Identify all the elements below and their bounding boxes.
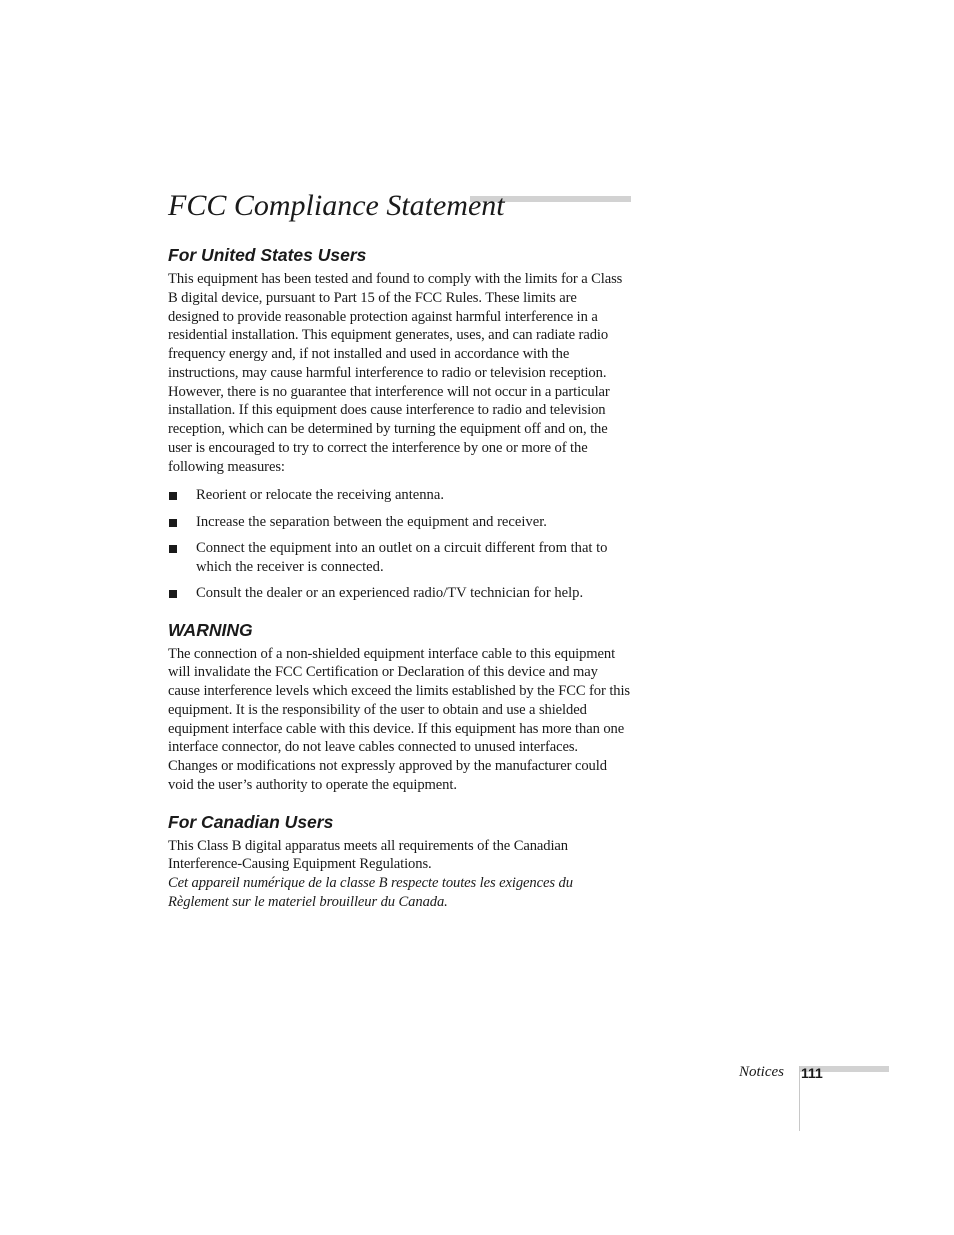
list-item [168, 486, 631, 505]
footer-divider [799, 1066, 800, 1131]
us-body-paragraph: This equipment has been tested and found to comply with the limits for a Class B digital device, pursuant to Part 15 of the FCC Rules. These limits are designed to provide reasonable protection against harmful interference in a residential installation. This equipment generates, uses, and can radiate radio frequency energy and, if not installed and used in accordance with the instructions, may cause harmful interference to radio or television reception. However, there is no guarantee that interference will not occur in a particular installation. If this equipment does cause interference to radio and television reception, which can be determined by turning the equipment off and on, the user is encouraged to try to correct the interference by one or more of the following measures: [168, 271, 623, 475]
section-heading-us: For United States Users [168, 245, 367, 265]
page-title: FCC Compliance Statement [168, 189, 505, 222]
page-content [168, 240, 631, 912]
list-item [168, 513, 631, 532]
canada-body-english: This Class B digital apparatus meets all requirements of the Canadian Interference-Causing Equipment Regulations. [168, 837, 569, 873]
list-item [168, 584, 631, 603]
list-item-text: Consult the dealer or an experienced radio/TV technician for help. [196, 584, 584, 601]
section-heading-canada: For Canadian Users [168, 811, 334, 832]
square-bullet-icon [169, 545, 177, 553]
square-bullet-icon [169, 492, 177, 500]
list-item [168, 539, 631, 577]
section-canada [168, 807, 631, 912]
square-bullet-icon [169, 519, 177, 527]
footer-section-label: Notices [739, 1064, 784, 1080]
measures-list [168, 486, 631, 602]
list-item-text: Reorient or relocate the receiving antenna. [196, 487, 444, 504]
page-number: 111 [801, 1065, 823, 1081]
square-bullet-icon [169, 590, 177, 598]
section-united-states [168, 240, 631, 603]
canada-body-french: Cet appareil numérique de la classe B respecte toutes les exigences du Règlement sur le materiel brouilleur du Canada. [168, 875, 573, 910]
section-warning [168, 615, 631, 795]
list-item-text: Connect the equipment into an outlet on a circuit different from that to which the receiver is connected. [196, 539, 608, 575]
section-heading-warning: WARNING [168, 619, 253, 640]
warning-body-paragraph: The connection of a non-shielded equipment interface cable to this equipment will invalidate the FCC Certification or Declaration of this device and may cause interference levels which exceed the limits established by the FCC for this equipment. It is the responsibility of the user to obtain and use a shielded equipment interface cable with this device. If this equipment has more than one interface connector, do not leave cables connected to unused interfaces. Changes or modifications not expressly approved by the manufacturer could void the user’s authority to operate the equipment. [168, 645, 631, 793]
list-item-text: Increase the separation between the equipment and receiver. [196, 513, 547, 530]
